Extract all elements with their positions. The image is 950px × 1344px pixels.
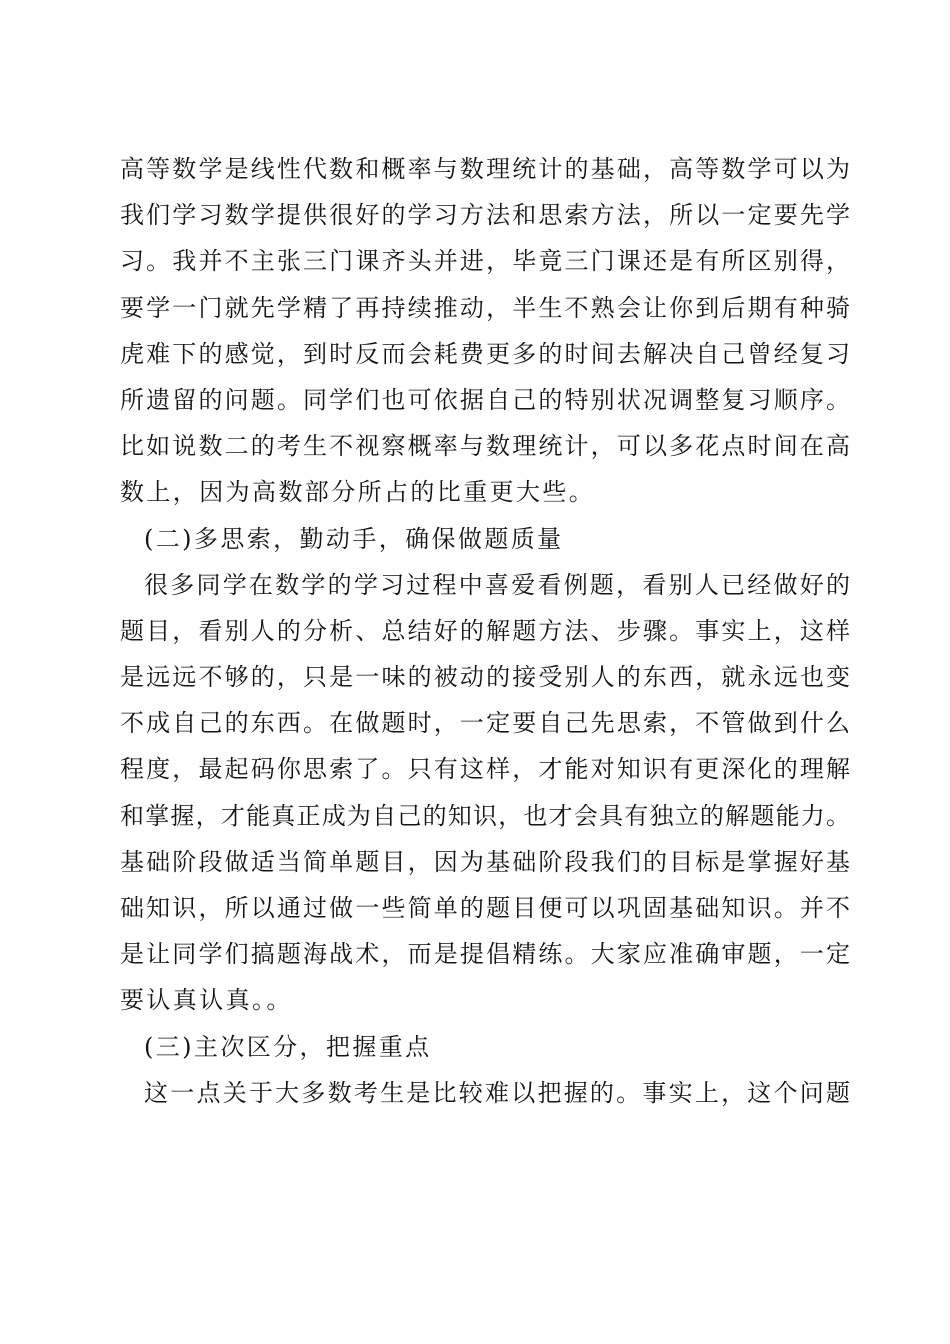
section-heading: (三)主次区分，把握重点 bbox=[144, 1032, 432, 1061]
text-line: 是远远不够的，只是一味的被动的接受别人的东西，就永远也变 bbox=[120, 663, 850, 692]
text-line: 础知识，所以通过做一些简单的题目便可以巩固基础知识。并不 bbox=[120, 894, 850, 922]
text-line: 虎难下的感觉，到时反而会耗费更多的时间去解决自己曾经复习 bbox=[120, 339, 850, 368]
section-heading: (二)多思索，勤动手，确保做题质量 bbox=[144, 524, 564, 553]
text-line: 要学一门就先学精了再持续推动，半生不熟会让你到后期有种骑 bbox=[120, 293, 850, 322]
body-text bbox=[120, 146, 850, 1116]
text-line: 题目，看别人的分析、总结好的解题方法、步骤。事实上，这样 bbox=[120, 616, 850, 645]
text-line: 高等数学是线性代数和概率与数理统计的基础，高等数学可以为 bbox=[120, 155, 850, 183]
text-line: 和掌握，才能真正成为自己的知识，也才会具有独立的解题能力。 bbox=[120, 801, 850, 830]
text-line: 比如说数二的考生不视察概率与数理统计，可以多花点时间在高 bbox=[120, 432, 850, 461]
text-line: 所遗留的问题。同学们也可依据自己的特别状况调整复习顺序。 bbox=[120, 385, 850, 414]
text-line: 这一点关于大多数考生是比较难以把握的。事实上，这个问题 bbox=[144, 1078, 850, 1107]
text-line: 习。我并不主张三门课齐头并进，毕竟三门课还是有所区别得， bbox=[120, 247, 850, 276]
text-line: 要认真认真。。 bbox=[120, 986, 293, 1015]
text-line: 很多同学在数学的学习过程中喜爱看例题，看别人已经做好的 bbox=[144, 570, 850, 599]
text-line: 基础阶段做适当简单题目，因为基础阶段我们的目标是掌握好基 bbox=[120, 847, 850, 876]
text-line: 我们学习数学提供很好的学习方法和思索方法，所以一定要先学 bbox=[120, 201, 850, 230]
text-line: 不成自己的东西。在做题时，一定要自己先思索，不管做到什么 bbox=[120, 709, 850, 738]
text-line: 数上，因为高数部分所占的比重更大些。 bbox=[120, 478, 596, 507]
text-line: 是让同学们搞题海战术，而是提倡精练。大家应准确审题，一定 bbox=[120, 940, 850, 969]
text-line: 程度，最起码你思索了。只有这样，才能对知识有更深化的理解 bbox=[120, 755, 850, 784]
